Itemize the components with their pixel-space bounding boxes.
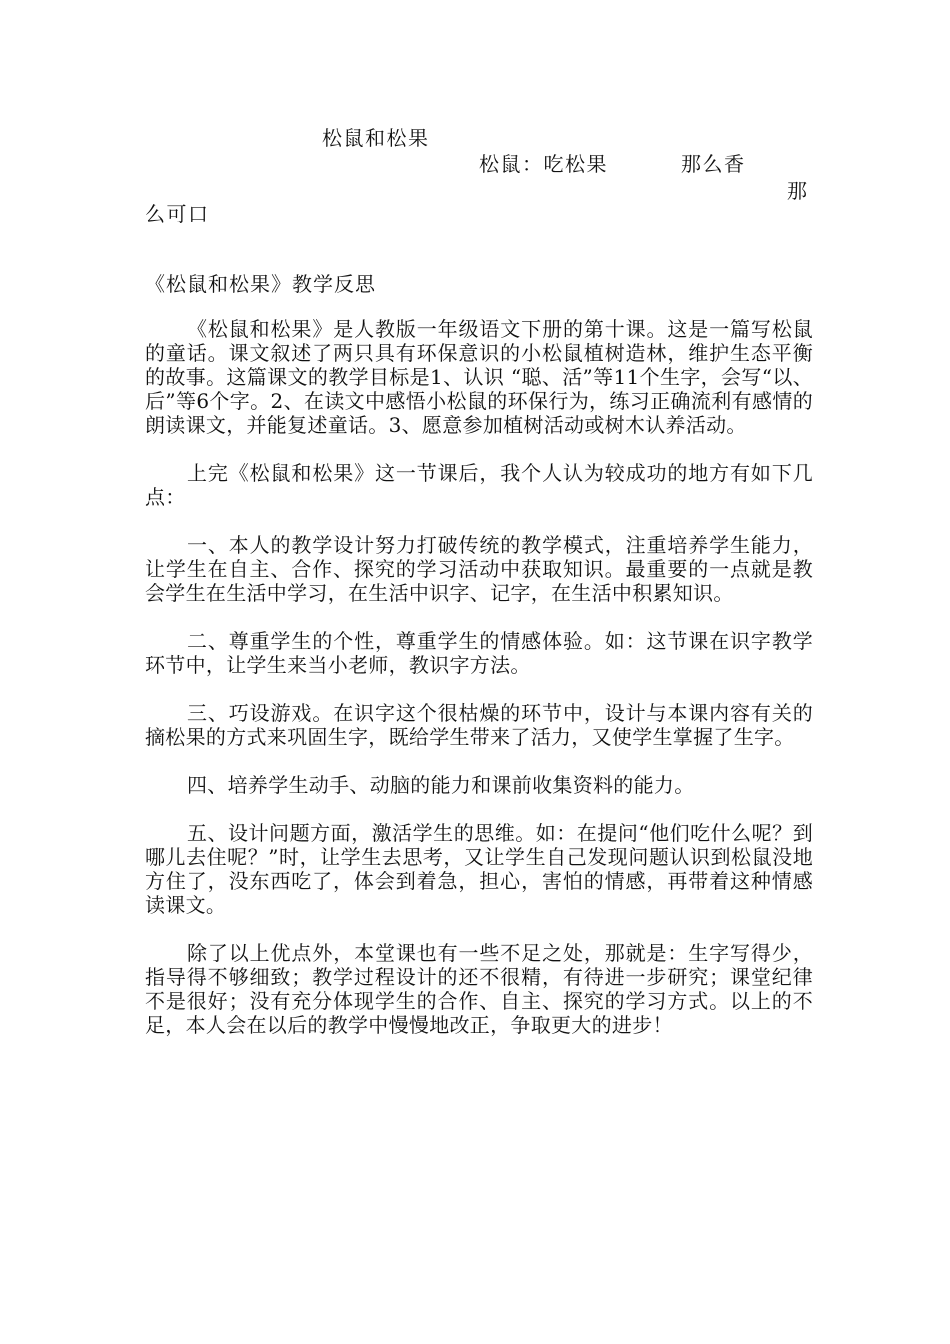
paragraph-summary: 上完《松鼠和松果》这一节课后，我个人认为较成功的地方有如下几点： xyxy=(145,461,813,509)
paragraph-shortcomings: 除了以上优点外，本堂课也有一些不足之处，那就是：生字写得少，指导得不够细致；教学过程设计的还不很精，有待进一步研究；课堂纪律不是很好；没有充分体现学生的合作、自主、探究的学习方式。以上的不足，本人会在以后的教学中慢慢地改正，争取更大的进步！ xyxy=(145,941,813,1037)
header-line1-tail: 那么香 xyxy=(681,152,746,176)
article xyxy=(145,272,813,1061)
header-line3: 么可口 xyxy=(145,202,210,226)
paragraph-point-5: 五、设计问题方面，激活学生的思维。如：在提问“他们吃什么呢？到哪儿去住呢？”时，让学生去思考，又让学生自己发现问题认识到松鼠没地方住了，没东西吃了，体会到着急，担心，害怕的情感，再带着这种情感读课文。 xyxy=(145,821,813,917)
paragraph-point-2: 二、尊重学生的个性，尊重学生的情感体验。如：这节课在识字教学环节中，让学生来当小老师，教识字方法。 xyxy=(145,629,813,677)
header-title: 松鼠和松果 xyxy=(322,126,430,150)
paragraph-point-1: 一、本人的教学设计努力打破传统的教学模式，注重培养学生能力，让学生在自主、合作、探究的学习活动中获取知识。最重要的一点就是教会学生在生活中学习，在生活中识字、记字，在生活中积累知识。 xyxy=(145,533,813,605)
paragraph-intro: 《松鼠和松果》是人教版一年级语文下册的第十课。这是一篇写松鼠的童话。课文叙述了两只具有环保意识的小松鼠植树造林，维护生态平衡的故事。这篇课文的教学目标是1、认识 “聪、活”等11个生字，会写“以、后”等6个字。2、在读文中感悟小松鼠的环保行为，练习正确流利有感情的朗读课文，并能复述童话。3、愿意参加植树活动或树木认养活动。 xyxy=(145,317,813,437)
paragraph-point-4: 四、培养学生动手、动脑的能力和课前收集资料的能力。 xyxy=(187,773,695,797)
header-line1: 松鼠：吃松果 xyxy=(479,152,608,176)
paragraph-point-3: 三、巧设游戏。在识字这个很枯燥的环节中，设计与本课内容有关的摘松果的方式来巩固生字，既给学生带来了活力，又使学生掌握了生字。 xyxy=(145,701,813,749)
header-line2-tail: 那 xyxy=(787,179,809,203)
article-title: 《松鼠和松果》教学反思 xyxy=(145,272,376,296)
